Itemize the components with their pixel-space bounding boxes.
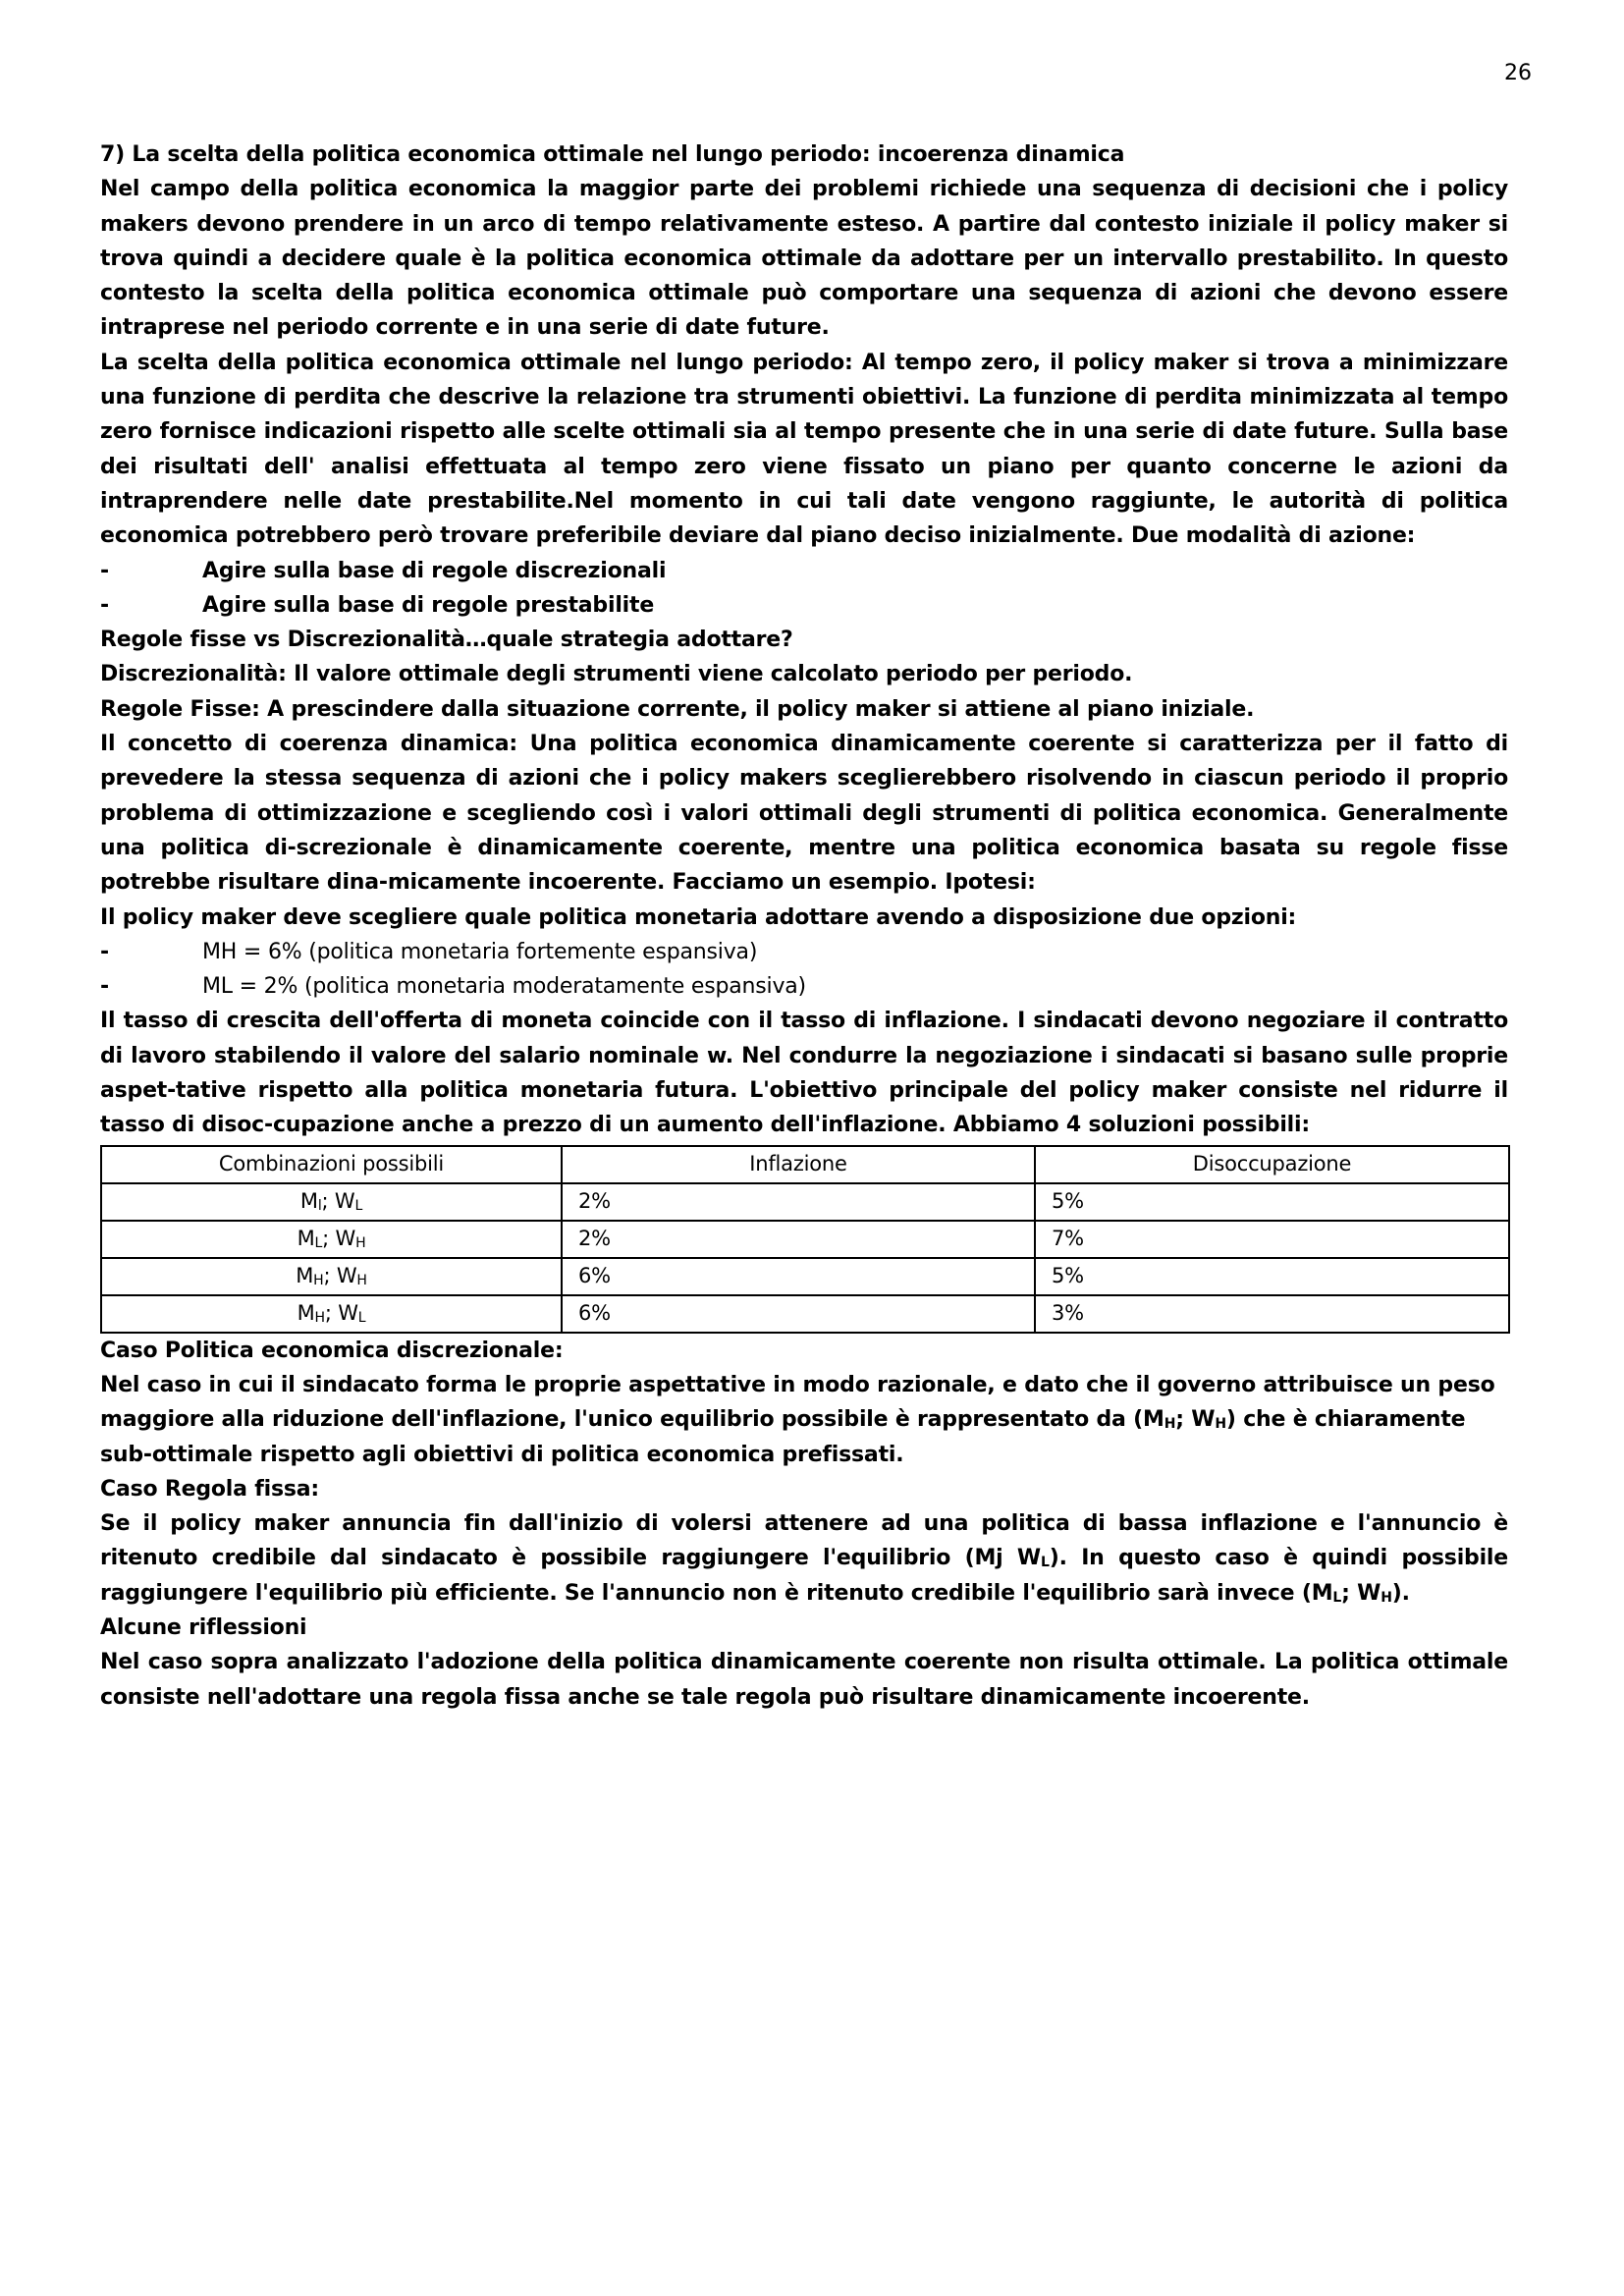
- table-row: [101, 1221, 1509, 1258]
- paragraph-regole-vs: Regole fisse vs Discrezionalità…quale strategia adottare?: [100, 628, 793, 653]
- cell-combinazione: $M_L$; $W_H$: [101, 1221, 562, 1258]
- table-row: [101, 1258, 1509, 1295]
- list-item-text: ML = 2% (politica monetaria moderatamente espansiva): [202, 974, 806, 1000]
- page-number: 26: [1504, 61, 1532, 85]
- caso-regola-fissa-title: Caso Regola fissa:: [100, 1476, 319, 1502]
- header-disoccupazione: Disoccupazione: [1035, 1146, 1509, 1183]
- bullet-dash: -: [100, 939, 109, 964]
- cell-combinazione: $M_H$; $W_L$: [101, 1295, 562, 1333]
- riflessioni-text: Nel caso sopra analizzato l'adozione della politica dinamicamente coerente non risulta ottimale. La politica ottimale consiste nell'adottare una regola fissa anche se tale regola può risultare dinamicamente incoerente.: [100, 1650, 1508, 1710]
- cell-inflazione: 6%: [562, 1258, 1035, 1295]
- paragraph-intro: Nel campo della politica economica la maggior parte dei problemi richiede una sequenza di decisioni che i policy makers devono prendere in un arco di tempo relativamente esteso. A partire dal contesto iniziale il policy maker si trova quindi a decidere quale è la politica economica ottimale da adottare per un intervallo prestabilito. In questo contesto la scelta della politica economica ottimale può comportare una sequenza di azioni che devono essere intraprese nel periodo corrente e in una serie di date future.: [100, 177, 1508, 341]
- cell-combinazione: $M_l$; $W_L$: [101, 1183, 562, 1221]
- cell-inflazione: 2%: [562, 1221, 1035, 1258]
- caso-discrezionale-title: Caso Politica economica discrezionale:: [100, 1338, 564, 1363]
- cell-combinazione: $M_H$; $W_H$: [101, 1258, 562, 1295]
- header-inflazione: Inflazione: [562, 1146, 1035, 1183]
- caso-discrezionale-text: Nel caso in cui il sindacato forma le proprie aspettative in modo razionale, e dato che il governo attribuisce un peso maggiore alla riduzione dell'inflazione, l'unico equilibrio possibile è rappresentato da ($M_H$; $W_H$) che è chiaramente sub-ottimale rispetto agli obiettivi di politica economica prefissati.: [100, 1372, 1495, 1467]
- cell-disoccupazione: 5%: [1035, 1183, 1509, 1221]
- cell-inflazione: 6%: [562, 1295, 1035, 1333]
- list-item-text: Agire sulla base di regole discrezionali: [202, 558, 667, 583]
- paragraph-coerenza-dinamica: Il concetto di coerenza dinamica: Una politica economica dinamicamente coerente si caratterizza per il fatto di prevedere la stessa sequenza di azioni che i policy makers sceglierebbero risolvendo in ciascun periodo il proprio problema di ottimizzazione e scegliendo così i valori ottimali degli strumenti di politica economica. Generalmente una politica di-screzionale è dinamicamente coerente, mentre una politica economica basata su regole fisse potrebbe risultare dina-micamente incoerente. Facciamo un esempio. Ipotesi:: [100, 732, 1508, 896]
- list-item: [100, 588, 1508, 623]
- bullet-dash: -: [100, 974, 109, 1000]
- paragraph-discrezionalita: Discrezionalità: Il valore ottimale degli strumenti viene calcolato periodo per periodo.: [100, 662, 1133, 687]
- combinations-table: [100, 1145, 1510, 1334]
- list-item: [100, 554, 1508, 588]
- paragraph-tasso-crescita: Il tasso di crescita dell'offerta di moneta coincide con il tasso di inflazione. I sindacati devono negoziare il contratto di lavoro stabilendo il valore del salario nominale w. Nel condurre la negoziazione i sindacati si basano sulle proprie aspet-tative rispetto alla politica monetaria futura. L'obiettivo principale del policy maker consiste nel ridurre il tasso di disoc-cupazione anche a prezzo di un aumento dell'inflazione. Abbiamo 4 soluzioni possibili:: [100, 1009, 1508, 1138]
- document-body: [100, 137, 1508, 1715]
- cell-disoccupazione: 3%: [1035, 1295, 1509, 1333]
- table-header-row: [101, 1146, 1509, 1183]
- list-item: [100, 935, 1508, 969]
- list-item: [100, 969, 1508, 1004]
- caso-regola-fissa-text: Se il policy maker annuncia fin dall'inizio di volersi attenere ad una politica di bassa inflazione e l'annuncio è ritenuto credibile dal sindacato è possibile raggiungere l'equilibrio (Mj $W_L$). In questo caso è quindi possibile raggiungere l'equilibrio più efficiente. Se l'annuncio non è ritenuto credibile l'equilibrio sarà invece ($M_L$; $W_H$).: [100, 1511, 1508, 1606]
- cell-inflazione: 2%: [562, 1183, 1035, 1221]
- section-title: 7) La scelta della politica economica ottimale nel lungo periodo: incoerenza dinamica: [100, 142, 1125, 167]
- header-combinazioni: Combinazioni possibili: [101, 1146, 562, 1183]
- riflessioni-title: Alcune riflessioni: [100, 1614, 307, 1640]
- table-row: [101, 1183, 1509, 1221]
- table-row: [101, 1295, 1509, 1333]
- list-item-text: Agire sulla base di regole prestabilite: [202, 592, 655, 618]
- list-item-text: MH = 6% (politica monetaria fortemente espansiva): [202, 939, 758, 964]
- cell-disoccupazione: 7%: [1035, 1221, 1509, 1258]
- bullet-dash: -: [100, 558, 109, 583]
- paragraph-opzioni: Il policy maker deve scegliere quale politica monetaria adottare avendo a disposizione due opzioni:: [100, 904, 1297, 930]
- bullet-dash: -: [100, 592, 109, 618]
- paragraph-lungo-periodo: La scelta della politica economica ottimale nel lungo periodo: Al tempo zero, il policy maker si trova a minimizzare una funzione di perdita che descrive la relazione tra strumenti obiettivi. La funzione di perdita minimizzata al tempo zero fornisce indicazioni rispetto alle scelte ottimali sia al tempo presente che in una serie di date future. Sulla base dei risultati dell' analisi effettuata al tempo zero viene fissato un piano per quanto concerne le azioni da intraprendere nelle date prestabilite.Nel momento in cui tali date vengono raggiunte, le autorità di politica economica potrebbero però trovare preferibile deviare dal piano deciso inizialmente. Due modalità di azione:: [100, 350, 1508, 549]
- cell-disoccupazione: 5%: [1035, 1258, 1509, 1295]
- paragraph-regole-fisse: Regole Fisse: A prescindere dalla situazione corrente, il policy maker si attiene al piano iniziale.: [100, 696, 1255, 722]
